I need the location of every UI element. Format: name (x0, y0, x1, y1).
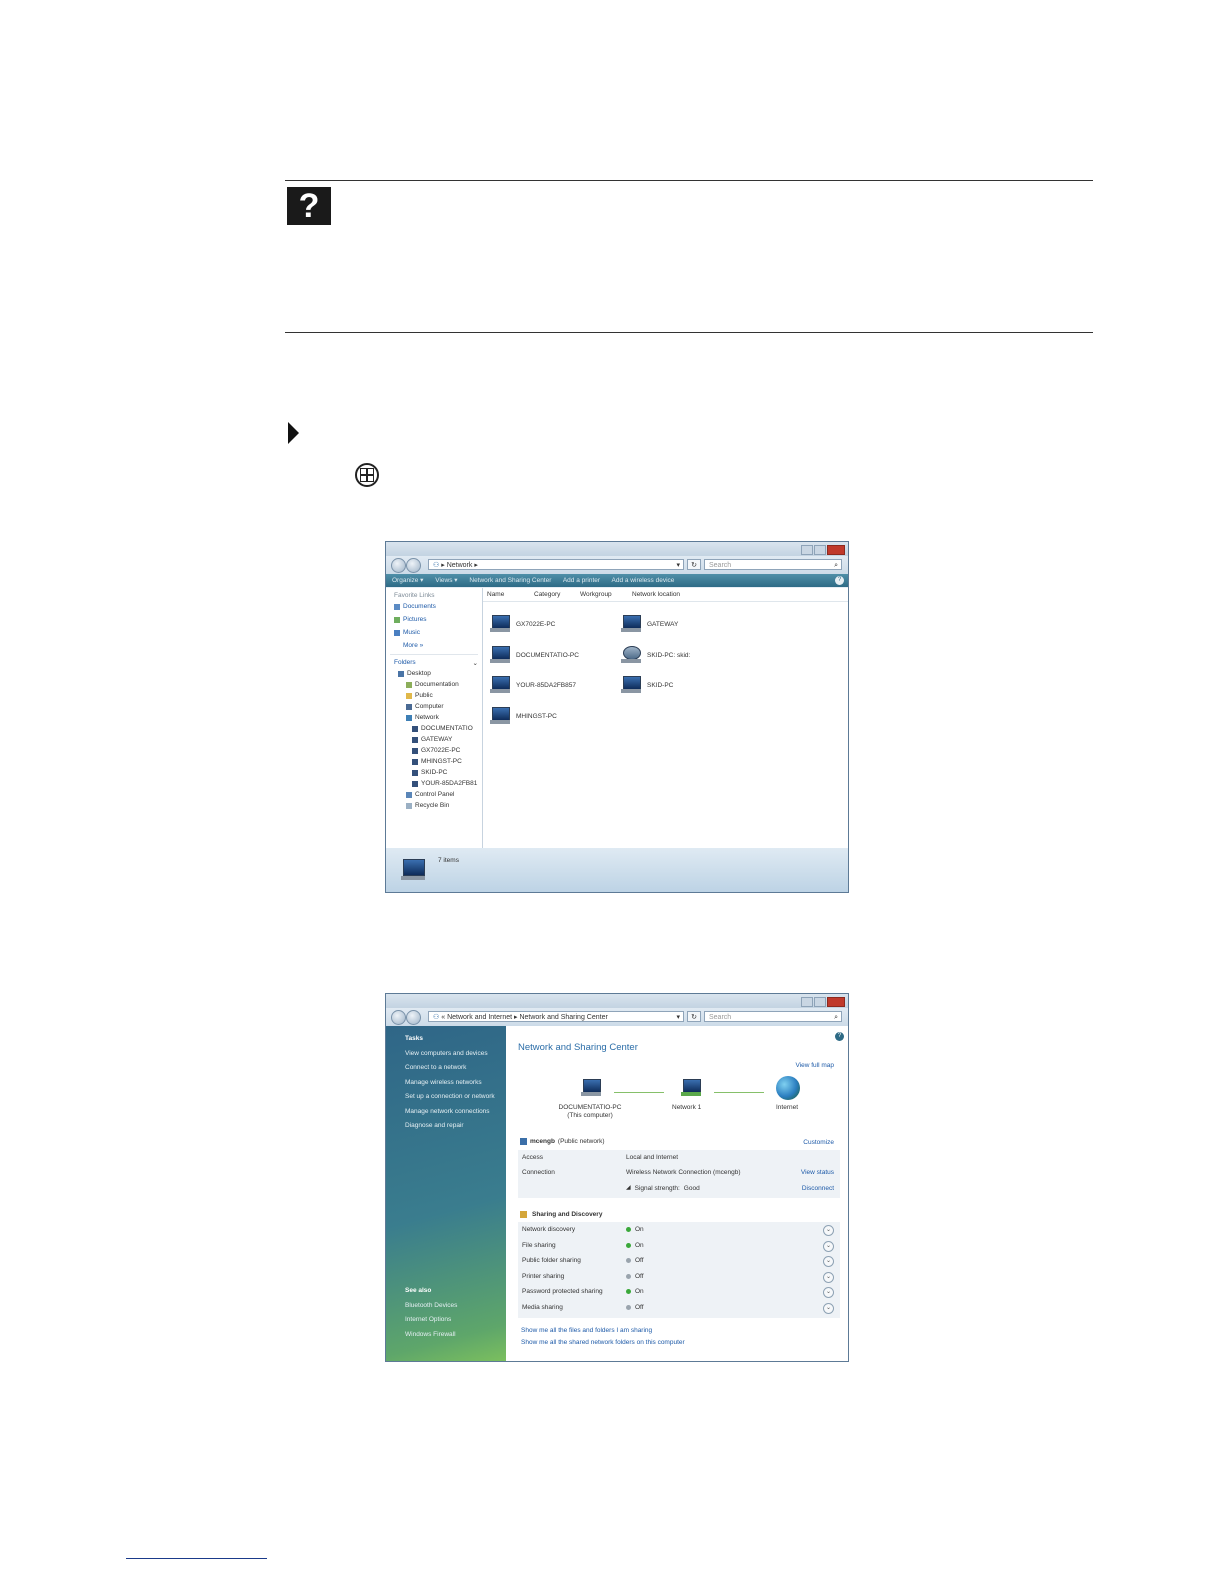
map-line (614, 1092, 664, 1093)
view-full-map-link[interactable]: View full map (795, 1062, 834, 1069)
task-manage-connections[interactable]: Manage network connections (405, 1107, 490, 1115)
tree-node[interactable]: GX7022E-PC (412, 745, 482, 756)
chevron-down-icon[interactable]: ▾ (676, 562, 680, 569)
list-item[interactable]: SKID-PC (618, 675, 673, 695)
map-network-label: Network 1 (672, 1104, 702, 1111)
media-device-icon (618, 645, 642, 665)
list-item[interactable]: GX7022E-PC (487, 614, 555, 634)
disconnect-link[interactable]: Disconnect (801, 1185, 834, 1192)
computer-icon (412, 770, 418, 776)
pictures-icon (394, 617, 400, 623)
tree-desktop[interactable]: Desktop (398, 668, 482, 679)
chevron-down-icon[interactable]: ⌄ (823, 1225, 834, 1236)
column-headers (483, 588, 848, 602)
tree-node[interactable]: YOUR-85DA2FB81 (412, 778, 482, 789)
address-row (386, 1008, 848, 1026)
chevron-down-icon[interactable]: ⌄ (823, 1287, 834, 1298)
computer-icon (412, 759, 418, 765)
connection-value: Wireless Network Connection (mcengb) (626, 1169, 741, 1176)
organize-button[interactable]: Organize ▾ (392, 577, 424, 584)
connection-label: Connection (522, 1169, 555, 1176)
list-item[interactable]: GATEWAY (618, 614, 678, 634)
address-row (386, 556, 848, 574)
sharing-row: Public folder sharing Off ⌄ (522, 1253, 836, 1269)
computer-icon (487, 675, 511, 695)
network-icon (520, 1138, 527, 1145)
sharing-row: Media sharing Off ⌄ (522, 1300, 836, 1316)
computer-icon (412, 726, 418, 732)
status-off-icon (626, 1274, 631, 1279)
computer-icon (578, 1078, 604, 1100)
address-bar[interactable]: ⚇ ▸ Network ▸ ▾ (428, 559, 684, 570)
title-bar (386, 994, 848, 1008)
documents-icon (394, 604, 400, 610)
breadcrumb-sharing-center[interactable]: Network and Sharing Center (519, 1014, 608, 1021)
maximize-button[interactable] (814, 997, 826, 1007)
status-on-icon (626, 1289, 631, 1294)
add-wireless-device-button[interactable]: Add a wireless device (611, 577, 675, 584)
tree-node[interactable]: DOCUMENTATIO (412, 723, 482, 734)
close-button[interactable] (827, 545, 845, 555)
tree-control-panel[interactable]: Control Panel (406, 789, 482, 800)
view-status-link[interactable]: View status (800, 1169, 834, 1176)
help-button[interactable]: ? (835, 1032, 844, 1041)
fav-music[interactable]: Music (394, 627, 482, 639)
sharing-center-main (506, 1026, 848, 1361)
tree-node[interactable]: GATEWAY (412, 734, 482, 745)
top-rule (285, 180, 1093, 181)
fav-more[interactable]: More » (403, 642, 424, 649)
sharing-row: Network discovery On ⌄ (522, 1222, 836, 1238)
list-item[interactable]: SKID-PC: skid: (618, 645, 690, 665)
tree-recycle-bin[interactable]: Recycle Bin (406, 800, 482, 811)
search-icon: ⌕ (834, 1014, 838, 1021)
forward-button[interactable] (406, 1010, 421, 1025)
customize-link[interactable]: Customize (803, 1139, 834, 1146)
back-button[interactable] (391, 558, 406, 573)
close-button[interactable] (827, 997, 845, 1007)
folders-header[interactable]: Folders ⌄ (394, 659, 478, 667)
sharing-header: Sharing and Discovery (520, 1211, 602, 1218)
see-also-header: See also (405, 1287, 432, 1294)
status-on-icon (626, 1243, 631, 1248)
maximize-button[interactable] (814, 545, 826, 555)
list-item[interactable]: DOCUMENTATIO-PC (487, 645, 579, 665)
computer-icon (412, 781, 418, 787)
refresh-button[interactable]: ↻ (687, 1011, 701, 1022)
item-count: 7 items (438, 857, 459, 864)
map-internet-label: Internet (776, 1104, 799, 1111)
list-item[interactable]: MHINGST-PC (487, 706, 557, 726)
status-off-icon (626, 1305, 631, 1310)
search-icon: ⌕ (834, 562, 838, 569)
chevron-down-icon[interactable]: ⌄ (823, 1303, 834, 1314)
tree-node[interactable]: MHINGST-PC (412, 756, 482, 767)
status-off-icon (626, 1258, 631, 1263)
desktop-icon (398, 671, 404, 677)
control-panel-icon: ⚇ (433, 1014, 440, 1021)
chevron-down-icon[interactable]: ⌄ (823, 1256, 834, 1267)
chevron-down-icon[interactable]: ⌄ (472, 660, 478, 667)
computer-icon (487, 645, 511, 665)
task-setup-connection[interactable]: Set up a connection or network (405, 1093, 495, 1100)
show-shared-files-link[interactable]: Show me all the files and folders I am sharing (521, 1327, 653, 1334)
recycle-bin-icon (406, 803, 412, 809)
see-also-firewall[interactable]: Windows Firewall (405, 1330, 456, 1338)
help-icon: ? (287, 187, 331, 225)
see-also-internet-options[interactable]: Internet Options (405, 1316, 452, 1323)
tree-public[interactable]: Public (406, 690, 482, 701)
signal-icon: ◢ (626, 1185, 631, 1191)
map-line (714, 1092, 764, 1093)
footer-line (126, 1558, 267, 1559)
computer-icon (406, 704, 412, 710)
show-shared-folders-link[interactable]: Show me all the shared network folders on this computer (521, 1339, 685, 1346)
sharing-icon (520, 1211, 527, 1218)
see-also-bluetooth[interactable]: Bluetooth Devices (405, 1301, 458, 1309)
signal-strength: ◢ Signal strength: Good (626, 1181, 700, 1197)
col-workgroup[interactable]: Workgroup (580, 591, 612, 598)
favorite-links-header: Favorite Links (394, 592, 435, 599)
network-icon (406, 715, 412, 721)
chevron-down-icon[interactable]: ⌄ (823, 1272, 834, 1283)
address-bar[interactable]: ⚇ « Network and Internet ▸ Network and Sharing Center ▾ (428, 1011, 684, 1022)
search-input[interactable]: Search ⌕ (704, 559, 842, 570)
forward-button[interactable] (406, 558, 421, 573)
tasks-pane (386, 1026, 506, 1361)
file-list (483, 588, 848, 848)
status-on-icon (626, 1227, 631, 1232)
task-diagnose[interactable]: Diagnose and repair (405, 1122, 464, 1129)
details-pane (386, 848, 848, 892)
title-bar (386, 542, 848, 556)
search-input[interactable]: Search ⌕ (704, 1011, 842, 1022)
refresh-button[interactable]: ↻ (687, 559, 701, 570)
command-bar (386, 574, 848, 587)
tasks-header: Tasks (405, 1035, 423, 1042)
fav-pictures[interactable]: Pictures (394, 614, 482, 626)
task-view-computers[interactable]: View computers and devices (405, 1049, 488, 1057)
network-icon (398, 858, 428, 884)
windows-start-icon (355, 463, 379, 487)
map-computer-label: DOCUMENTATIO-PC (This computer) (558, 1104, 622, 1119)
task-connect[interactable]: Connect to a network (405, 1064, 467, 1071)
network-header: mcengb (Public network) (520, 1138, 605, 1145)
globe-icon (776, 1076, 800, 1100)
network-window (385, 541, 849, 893)
network-icon: ⚇ (433, 562, 440, 569)
network-icon (678, 1078, 704, 1100)
fav-documents[interactable]: Documents (394, 601, 482, 613)
list-item[interactable]: YOUR-85DA2FB857 (487, 675, 576, 695)
sharing-center-button[interactable]: Network and Sharing Center (469, 577, 552, 584)
access-value: Local and Internet (626, 1154, 679, 1161)
chevron-down-icon[interactable]: ⌄ (823, 1241, 834, 1252)
bottom-rule (285, 332, 1093, 333)
minimize-button[interactable] (801, 997, 813, 1007)
tree-node[interactable]: SKID-PC (412, 767, 482, 778)
computer-icon (487, 614, 511, 634)
sharing-row: Password protected sharing On ⌄ (522, 1284, 836, 1300)
network-details-panel (518, 1150, 840, 1198)
computer-icon (487, 706, 511, 726)
task-manage-wireless[interactable]: Manage wireless networks (405, 1078, 482, 1086)
user-icon (406, 693, 412, 699)
computer-icon (618, 675, 642, 695)
breadcrumb-network-internet[interactable]: Network and Internet (447, 1014, 513, 1021)
sharing-center-window (385, 993, 849, 1362)
page-title: Network and Sharing Center (518, 1042, 638, 1053)
views-button[interactable]: Views ▾ (435, 577, 458, 584)
sharing-row: File sharing On ⌄ (522, 1238, 836, 1254)
tree-computer[interactable]: Computer (406, 701, 482, 712)
breadcrumb-network[interactable]: Network (446, 562, 473, 569)
chevron-down-icon[interactable]: ▾ (676, 1014, 680, 1021)
col-name[interactable]: Name (487, 591, 505, 598)
computer-icon (412, 748, 418, 754)
back-button[interactable] (391, 1010, 406, 1025)
triangle-right-icon (288, 422, 299, 444)
tree-network[interactable]: Network (406, 712, 482, 723)
minimize-button[interactable] (801, 545, 813, 555)
tree-documentation[interactable]: Documentation (406, 679, 482, 690)
computer-icon (412, 737, 418, 743)
col-category[interactable]: Category (534, 591, 561, 598)
music-icon (394, 630, 400, 636)
add-printer-button[interactable]: Add a printer (562, 577, 601, 584)
computer-icon (618, 614, 642, 634)
col-network-location[interactable]: Network location (632, 591, 681, 598)
help-button[interactable]: ? (835, 576, 844, 585)
sharing-panel (518, 1222, 840, 1318)
access-label: Access (522, 1154, 543, 1161)
navigation-pane (386, 588, 483, 848)
sharing-row: Printer sharing Off ⌄ (522, 1269, 836, 1285)
folder-icon (406, 682, 412, 688)
control-panel-icon (406, 792, 412, 798)
